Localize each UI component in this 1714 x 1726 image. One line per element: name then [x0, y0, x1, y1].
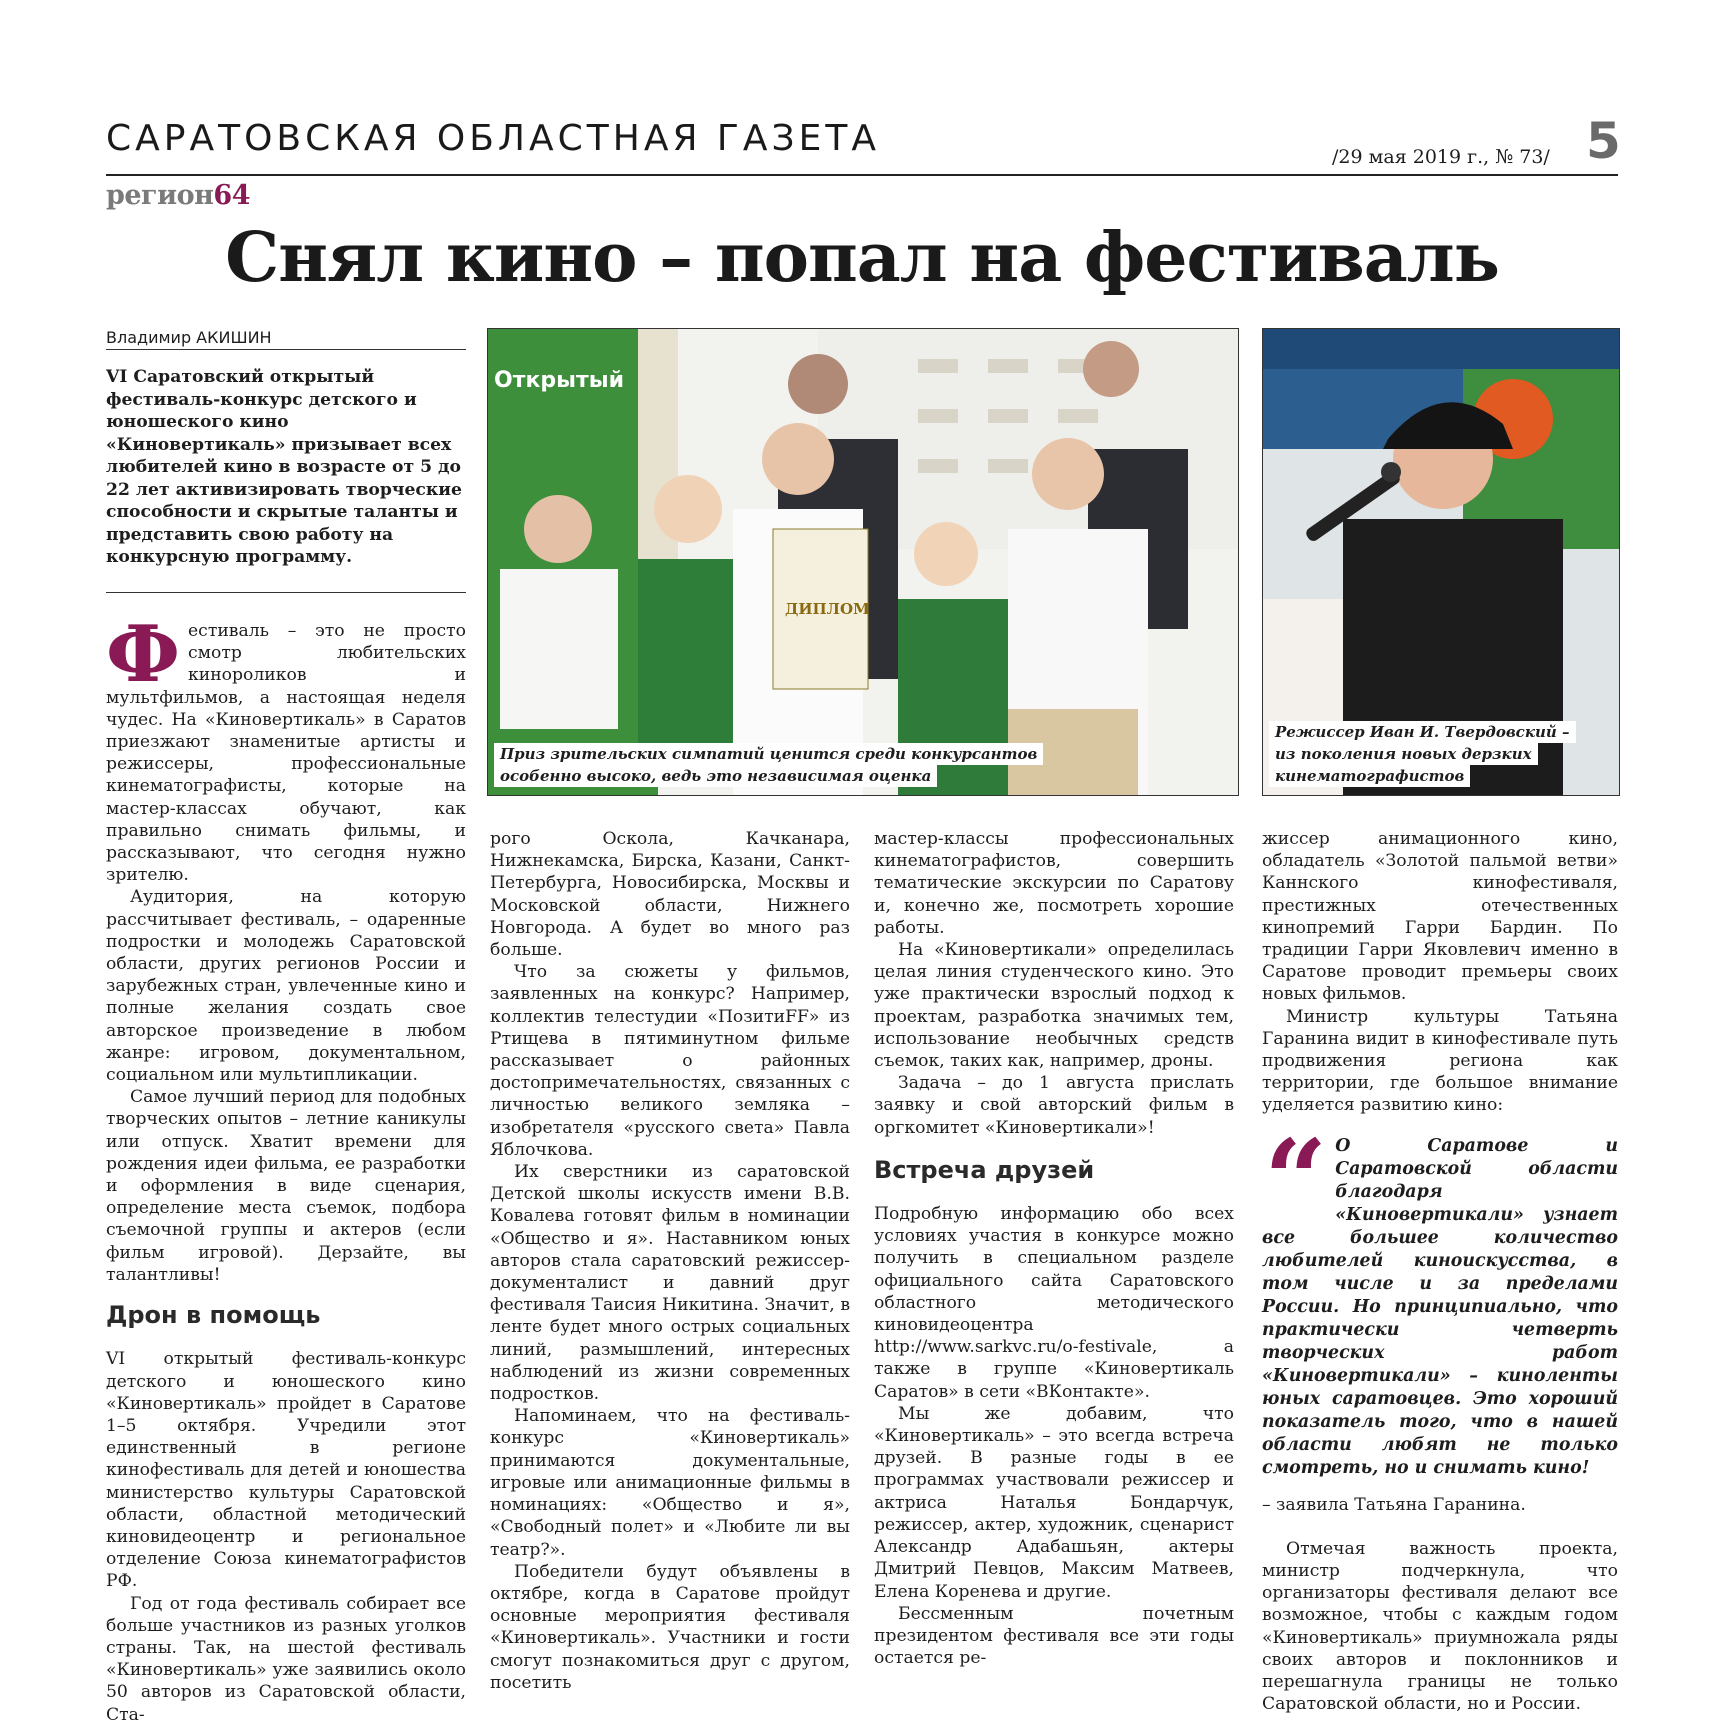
article-headline: Снял кино – попал на фестиваль [225, 218, 1499, 298]
col2-paragraph-2: Что за сюжеты у фильмов, заявленных на конкурс? Например, коллектив телестудии «ПозитиFF» из Ртищева в пятиминутном фильме рассказывает о районных достопримечательностях, связанных с личностью великого земляка – изобретателя «русского света» Павла Яблочкова. [490, 962, 850, 1160]
page-number: 5 [1586, 112, 1621, 170]
col2-paragraph-5: Победители будут объявлены в октябре, когда в Саратове пройдут основные мероприятия фестиваля «Киновертикаль». Участники и гости смогут познакомиться друг с другом, посетить [490, 1561, 850, 1693]
section-name: регион [106, 180, 214, 211]
col1-paragraph-2: Аудитория, на которую рассчитывает фестиваль, – одаренные подростки и молодежь Саратовской области, других регионов России и зарубежных стран, увлеченные кино и полные желания создать свое авторское произведение в любом жанре: игровом, документальном, социальном или мультипликации. [106, 887, 466, 1086]
caption-line-1: Приз зрительских симпатий ценится среди конкурсантов [494, 743, 1043, 765]
section-number: 64 [213, 180, 250, 211]
col3-paragraph-1: мастер-классы профессиональных кинематографистов, совершить тематические экскурсии по Саратову и, конечно же, посмотреть хорошие работы. [874, 829, 1234, 938]
issue-date: /29 мая 2019 г., № 73/ [1332, 146, 1550, 168]
director-photo-caption [1269, 721, 1576, 787]
column-2 [490, 828, 850, 1694]
col4-paragraph-3: Отмечая важность проекта, министр подчеркнула, что организаторы фестиваля делают все возможное, чтобы с каждым годом «Киновертикаль» приумножала ряды своих авторов и поклонников и перешагнула границы не только Саратовской области, но и России. [1262, 1538, 1618, 1715]
drop-cap: Ф [106, 609, 181, 700]
col4-paragraph-2: Министр культуры Татьяна Гаранина видит в кинофестивале путь продвижения региона как территории, где большое внимание уделяется развитию кино: [1262, 1006, 1618, 1116]
col1-paragraph-3: Самое лучший период для подобных творческих опытов – летние каникулы или отпуск. Хватит времени для рождения идеи фильма, ее разработки и оформления в виде сценария, определение места съемок, подбора съемочной группы и актеров (если фильм игровой). Дерзайте, вы талантливы! [106, 1087, 466, 1285]
column-1 [106, 609, 466, 1726]
pull-quote [1262, 1114, 1618, 1480]
banner-line-1: Открытый [494, 368, 625, 393]
col4-paragraph-1: жиссер анимационного кино, обладатель «Золотой пальмой ветви» Каннского кинофестиваля, престижных отечественных кинопремий Гарри Бардин. По традиции Гарри Яковлевич именно в Саратове проводит премьеры своих новых фильмов. [1262, 829, 1618, 1005]
subhead-drone: Дрон в помощь [106, 1301, 321, 1330]
col3-paragraph-5: Мы же добавим, что «Киновертикаль» – это всегда встреча друзей. В разные годы в ее программах участвовали режиссер и актриса Наталья Бондарчук, режиссер, актер, художник, сценарист Александр Адабашьян, актеры Дмитрий Певцов, Максим Матвеев, Елена Коренева и другие. [874, 1403, 1234, 1602]
subhead-friends: Встреча друзей [874, 1155, 1095, 1184]
section-label [106, 180, 250, 211]
quote-text: О Саратове и Саратовской области благодаря «Киновертикали» узнает все большее количество любителей киноискусства, в том числе и за пределами России. Но принципиально, что практически четверть творческих работ «Киновертикали» – киноленты юных саратовцев. Это хороший показатель того, что в нашей области любят не только смотреть, но и снимать кино! [1262, 1135, 1618, 1478]
col3-paragraph-6: Бессменным почетным президентом фестиваля все эти годы остается ре- [874, 1603, 1234, 1669]
diploma-label: ДИПЛОМ [785, 600, 870, 618]
col1-paragraph-1: Фестиваль – это не просто смотр любительских кинороликов и мультфильмов, а настоящая неделя чудес. На «Киновертикаль» в Саратов приезжают знаменитые артисты и режиссеры, профессиональные кинематографисты, которые на мастер-классах обучают, как правильно снимать фильмы, и рассказывают, что сегодня нужно зрителю. [106, 609, 466, 886]
quote-attribution: – заявила Татьяна Гаранина. [1262, 1494, 1526, 1515]
col1-paragraph-4: VI открытый фестиваль-конкурс детского и юношеского кино «Киновертикаль» пройдет в Саратове 1–5 октября. Учредили этот единственный в регионе кинофестиваль для детей и юношества министерство культуры Саратовской области, областной методический киновидеоцентр и региональное отделение Союза кинематографистов РФ. [106, 1349, 466, 1592]
caption2-line-3: кинематографистов [1269, 765, 1470, 787]
column-3 [874, 828, 1234, 1669]
col1-paragraph-5: Год от года фестиваль собирает все больше участников из разных уголков страны. Так, на шестой фестиваль «Киновертикаль» уже заявились около 50 авторов из Саратовской области, Ста- [106, 1593, 466, 1725]
caption2-line-2: из поколения новых дерзких [1269, 743, 1538, 765]
article-lead: VI Саратовский открытый фестиваль-конкурс детского и юношеского кино «Киновертикаль» призывает всех любителей кино в возрасте от 5 до 22 лет активизировать творческие способности и скрытые таланты и представить свою работу на конкурсную программу. [106, 367, 462, 567]
col2-paragraph-4: Напоминаем, что на фестиваль-конкурс «Киновертикаль» принимаются документальные, игровые или анимационные фильмы в номинациях: «Общество и я», «Свободный полет» и «Любите ли вы театр?». [490, 1406, 850, 1560]
column-4 [1262, 828, 1618, 1715]
col3-paragraph-2: На «Киновертикали» определилась целая линия студенческого кино. Это уже практически взрослый подход к проектам, разработка значимых тем, использование необычных средств съемок, таких как, например, дроны. [874, 940, 1234, 1072]
caption2-line-1: Режиссер Иван И. Твердовский – [1269, 721, 1576, 743]
col3-paragraph-3: Задача – до 1 августа прислать заявку и свой авторский фильм в оргкомитет «Киновертикали»! [874, 1073, 1234, 1138]
col2-paragraph-1: рого Оскола, Качканара, Нижнекамска, Бирска, Казани, Санкт-Петербурга, Новосибирска, Москвы и Московской области, Нижнего Новгорода. А будет во много раз больше. [490, 829, 850, 961]
director-photo [1262, 328, 1620, 796]
festival-photo [487, 328, 1239, 796]
masthead-title: САРАТОВСКАЯ ОБЛАСТНАЯ ГАЗЕТА [106, 118, 880, 159]
festival-photo-caption [494, 743, 1043, 787]
col2-paragraph-3: Их сверстники из саратовской Детской школы искусств имени В.В. Ковалева готовят фильм в номинации «Общество и я». Наставником юных авторов стала саратовский режиссер-документалист и давний друг фестиваля Таисия Никитина. Значит, в ленте будет много острых социальных линий, размышлений, интересных наблюдений из жизни современных подростков. [490, 1162, 850, 1405]
quote-icon: “ [1264, 1114, 1328, 1244]
caption-line-2: особенно высоко, ведь это независимая оценка [494, 765, 937, 787]
col3-paragraph-4: Подробную информацию обо всех условиях участия в конкурсе можно получить в специальном разделе официального сайта Саратовского областного методического киновидеоцентра http://www.sarkvc.ru/o-festivale, а также в группе «Киновертикаль Саратов» в сети «ВКонтакте». [874, 1204, 1234, 1402]
masthead-rule [106, 174, 1618, 176]
festival-photo-image [488, 329, 1238, 795]
lead-divider [106, 592, 466, 593]
author-byline: Владимир АКИШИН [106, 328, 466, 350]
